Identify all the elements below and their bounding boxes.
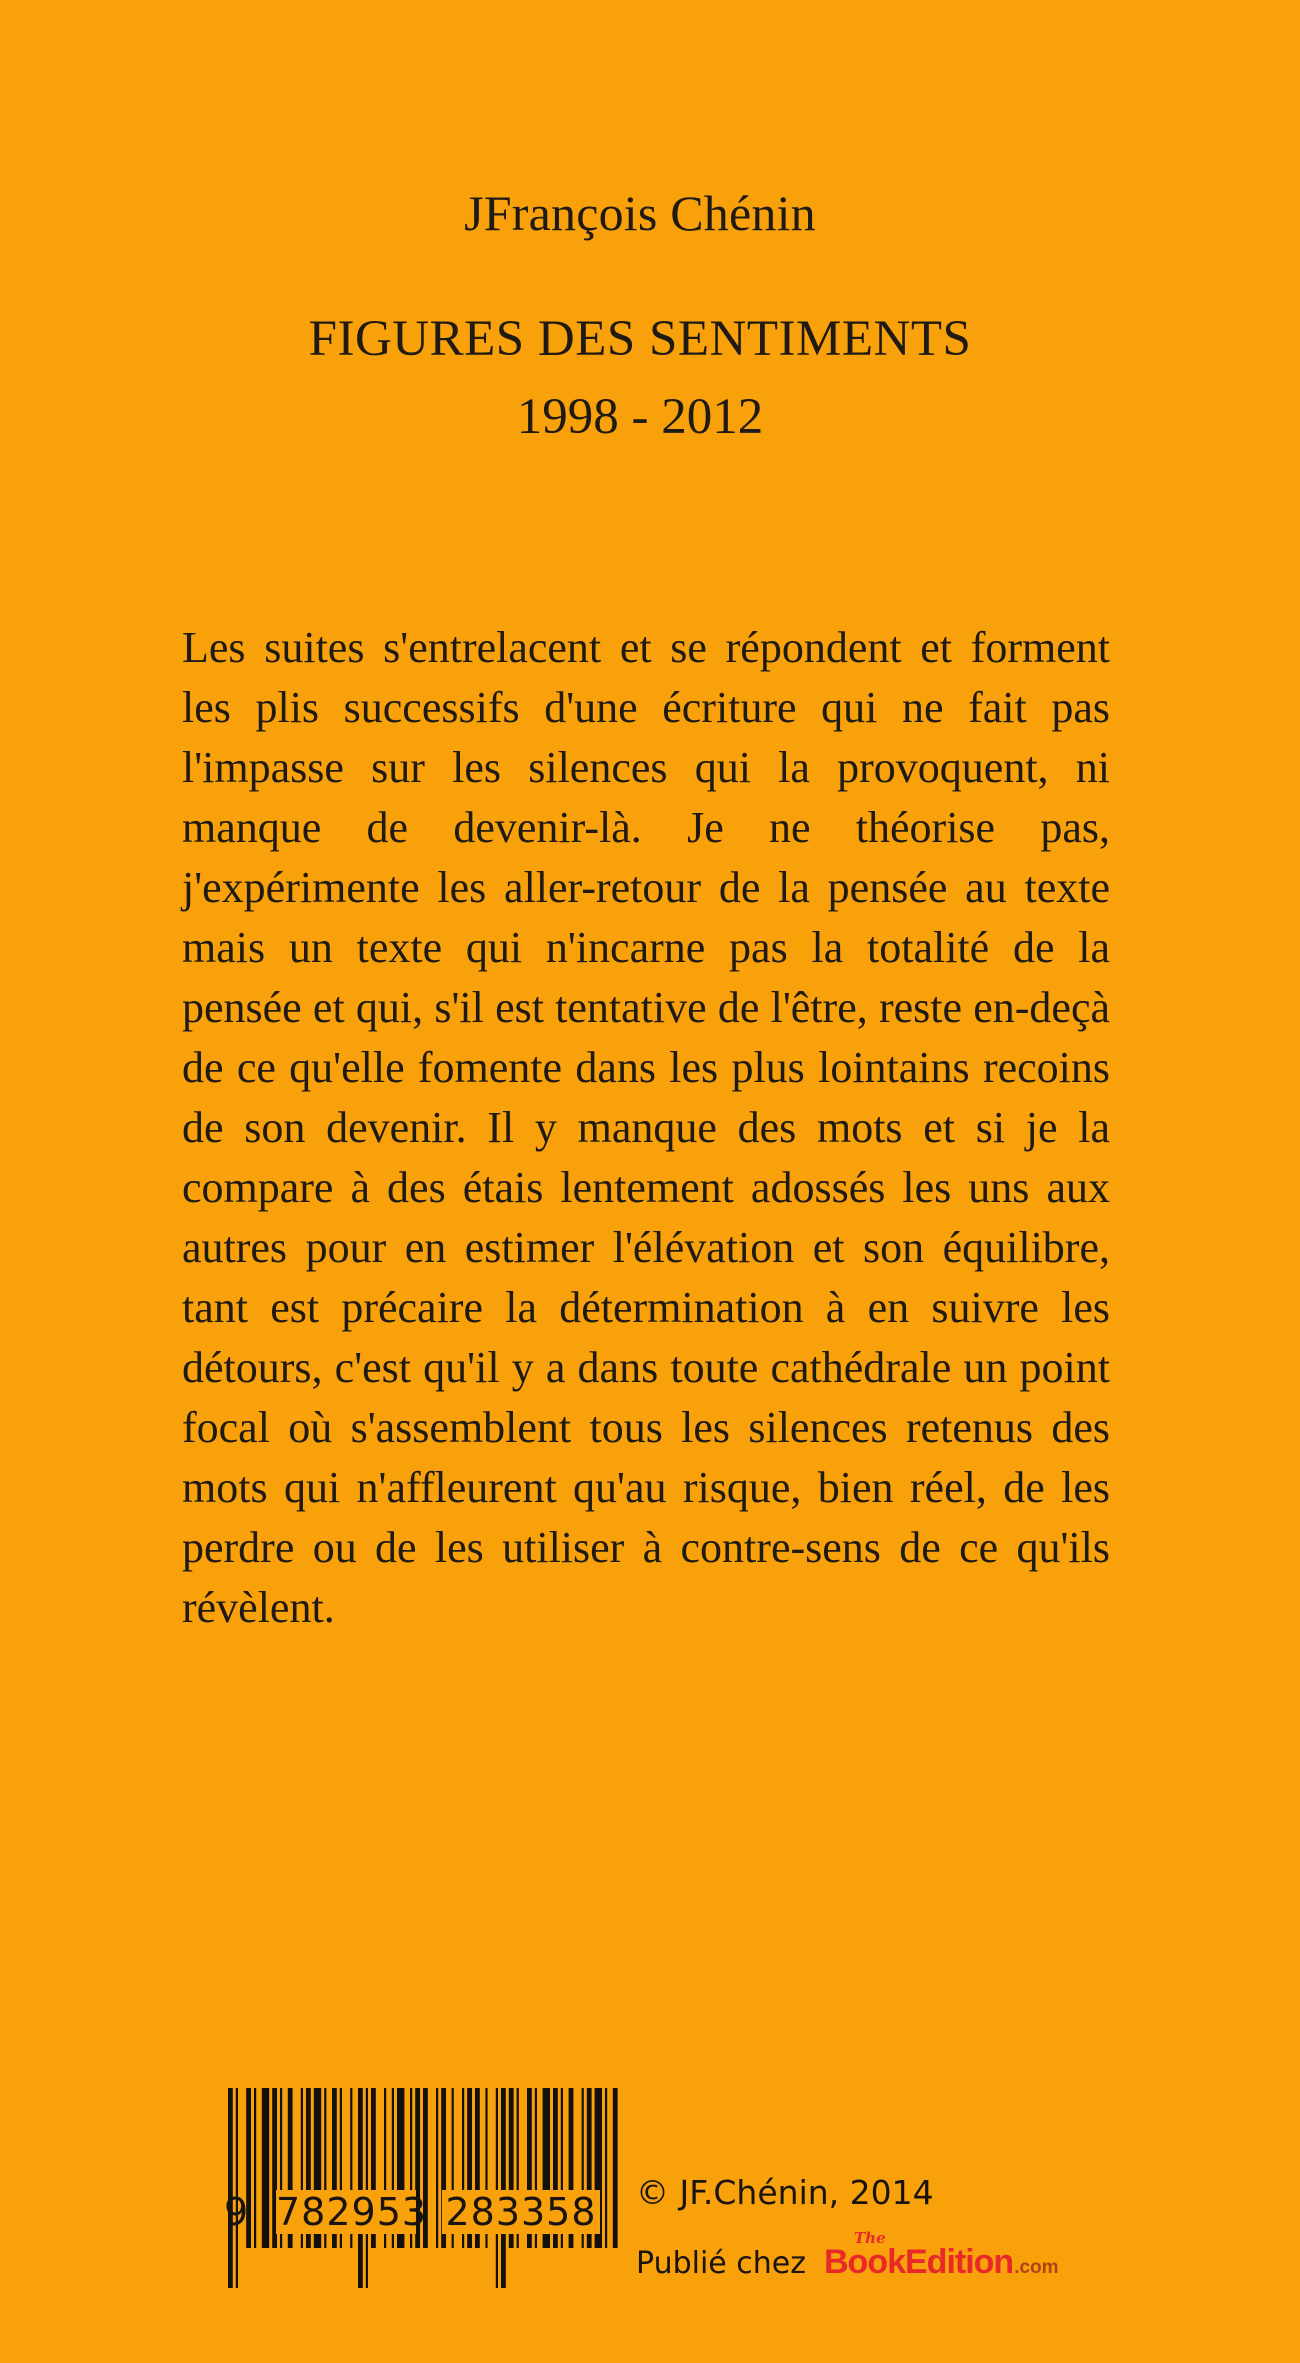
barcode-bar — [496, 2088, 498, 2288]
barcode-number — [224, 2190, 624, 2240]
barcode-bars — [226, 2088, 618, 2288]
barcode-bar — [236, 2088, 238, 2288]
bookedition-logo — [824, 2229, 1059, 2282]
barcode-bar — [366, 2088, 368, 2288]
barcode-bar — [501, 2088, 506, 2288]
barcode-right-group: 283358 — [442, 2190, 600, 2234]
back-cover-blurb: Les suites s'entrelacent et se répondent et forment les plis successifs d'une écriture qui ne fait pas l'impasse sur les silences qui la provoquent, ni manque de devenir-là. Je ne théorise pas, j'expérimente les aller-retour de la pensée au texte mais un texte qui n'incarne pas la totalité de la pensée et qui, s'il est tentative de l'être, reste en-deçà de ce qu'elle fomente dans les plus lointains recoins de son devenir. Il y manque des mots et si je la compare à des étais lentement adossés les uns aux autres pour en estimer l'élévation et son équilibre, tant est précaire la détermination à en suivre les détours, c'est qu'il y a dans toute cathédrale un point focal où s'assemblent tous les silences retenus des mots qui n'affleurent qu'au risque, bien réel, de les perdre ou de les utiliser à contre-sens de ce qu'ils révèlent. — [182, 623, 1110, 1632]
logo-suffix: .com — [1014, 2257, 1059, 2278]
author-name: JFrançois Chénin — [464, 185, 816, 241]
logo-the: The — [854, 2229, 886, 2247]
barcode-bar — [358, 2088, 363, 2288]
logo-name: BookEdition — [824, 2243, 1014, 2281]
barcode-left-group: 782953 — [276, 2190, 428, 2234]
isbn-barcode — [226, 2088, 618, 2288]
book-years: 1998 - 2012 — [516, 389, 764, 445]
published-label: Publié chez — [636, 2246, 806, 2281]
barcode-first-digit: 9 — [224, 2190, 249, 2234]
publisher-line — [636, 2229, 1059, 2282]
barcode-bar — [228, 2088, 233, 2288]
copyright-notice: © JF.Chénin, 2014 — [636, 2173, 934, 2212]
book-title: FIGURES DES SENTIMENTS — [308, 311, 972, 367]
